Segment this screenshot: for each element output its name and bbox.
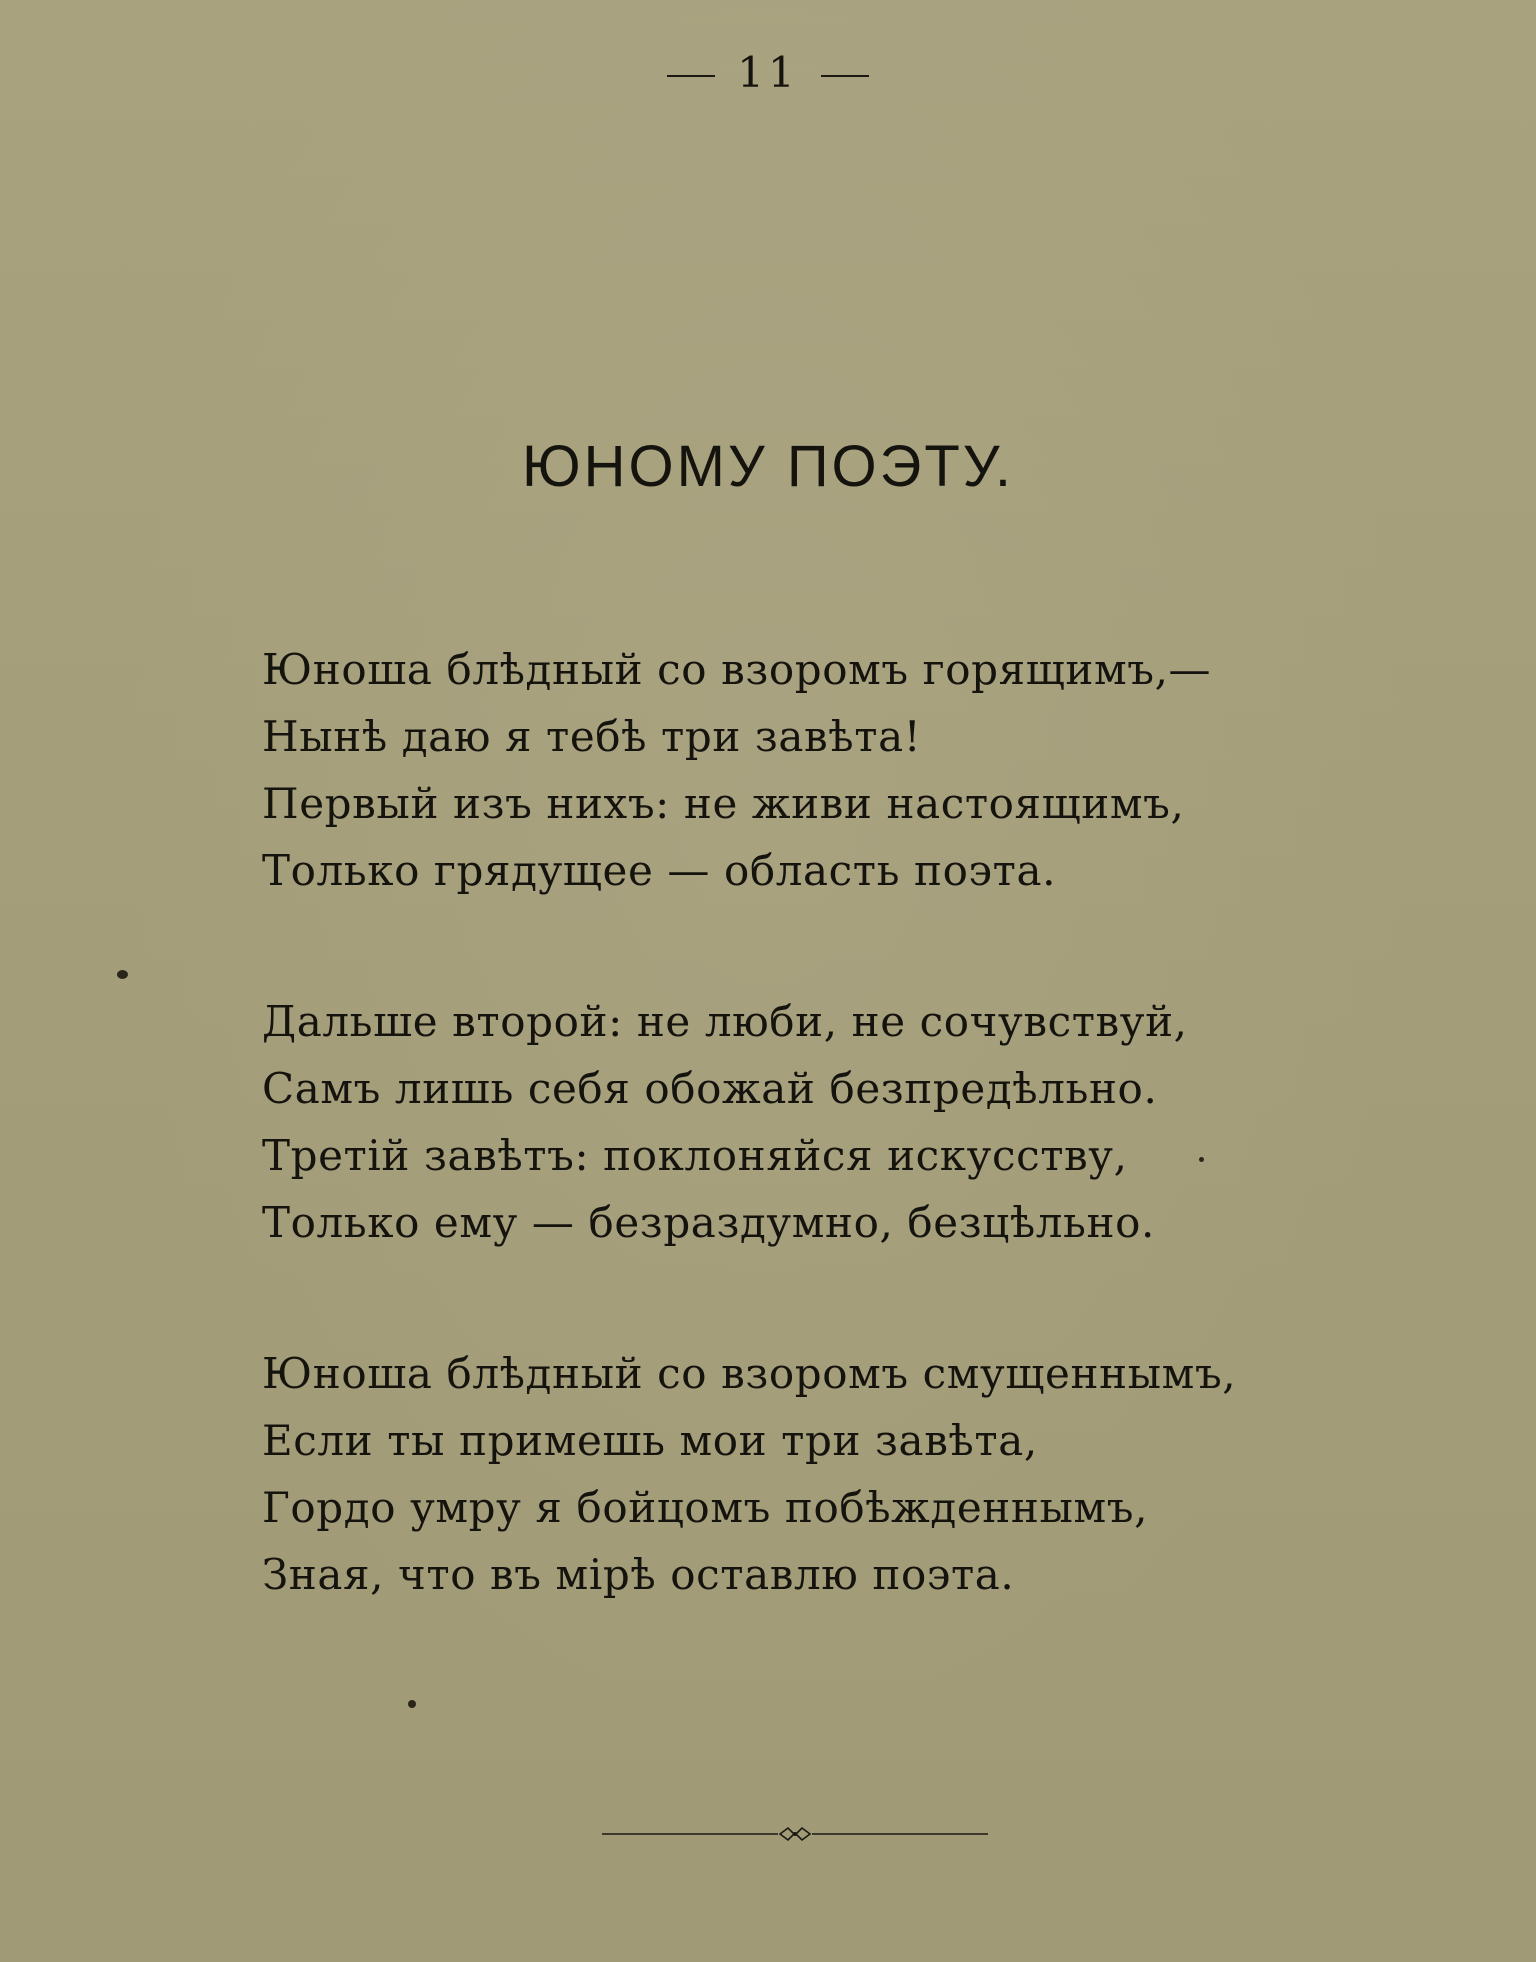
page-number-dash-left [667, 75, 715, 77]
poem-line: Только грядущее — область поэта. [262, 846, 1057, 895]
poem-line: Зная, что въ мірѣ оставлю поэта. [262, 1550, 1015, 1599]
poem-line: Дальше второй: не люби, не сочувствуй, [262, 997, 1188, 1046]
poem-body [262, 636, 1342, 1692]
poem-line: Юноша блѣдный со взоромъ смущеннымъ, [262, 1349, 1237, 1398]
poem-line: Гордо умру я бойцомъ побѣжденнымъ, [262, 1483, 1149, 1532]
page-number [0, 48, 1536, 97]
ink-speck [408, 1700, 416, 1708]
page-number-value: 11 [737, 48, 799, 97]
poem-line: Только ему — безраздумно, безцѣльно. [262, 1198, 1155, 1247]
page-number-dash-right [821, 75, 869, 77]
poem-line: Первый изъ нихъ: не живи настоящимъ, [262, 779, 1185, 828]
ink-speck [1199, 1157, 1204, 1162]
poem-line: Если ты примешь мои три завѣта, [262, 1416, 1038, 1465]
poem-title: ЮНОМУ ПОЭТУ. [521, 434, 1015, 499]
poem-line: Юноша блѣдный со взоромъ горящимъ,— [262, 645, 1212, 694]
stanza-2 [262, 988, 1342, 1256]
stanza-1 [262, 636, 1342, 904]
diamond-rule-ornament [600, 1824, 990, 1844]
poem-line: Самъ лишь себя обожай безпредѣльно. [262, 1064, 1158, 1113]
poem-line: Третій завѣтъ: поклоняйся искусству, [262, 1131, 1128, 1180]
ink-speck [117, 970, 128, 979]
poem-line: Нынѣ даю я тебѣ три завѣта! [262, 712, 922, 761]
stanza-3 [262, 1340, 1342, 1608]
